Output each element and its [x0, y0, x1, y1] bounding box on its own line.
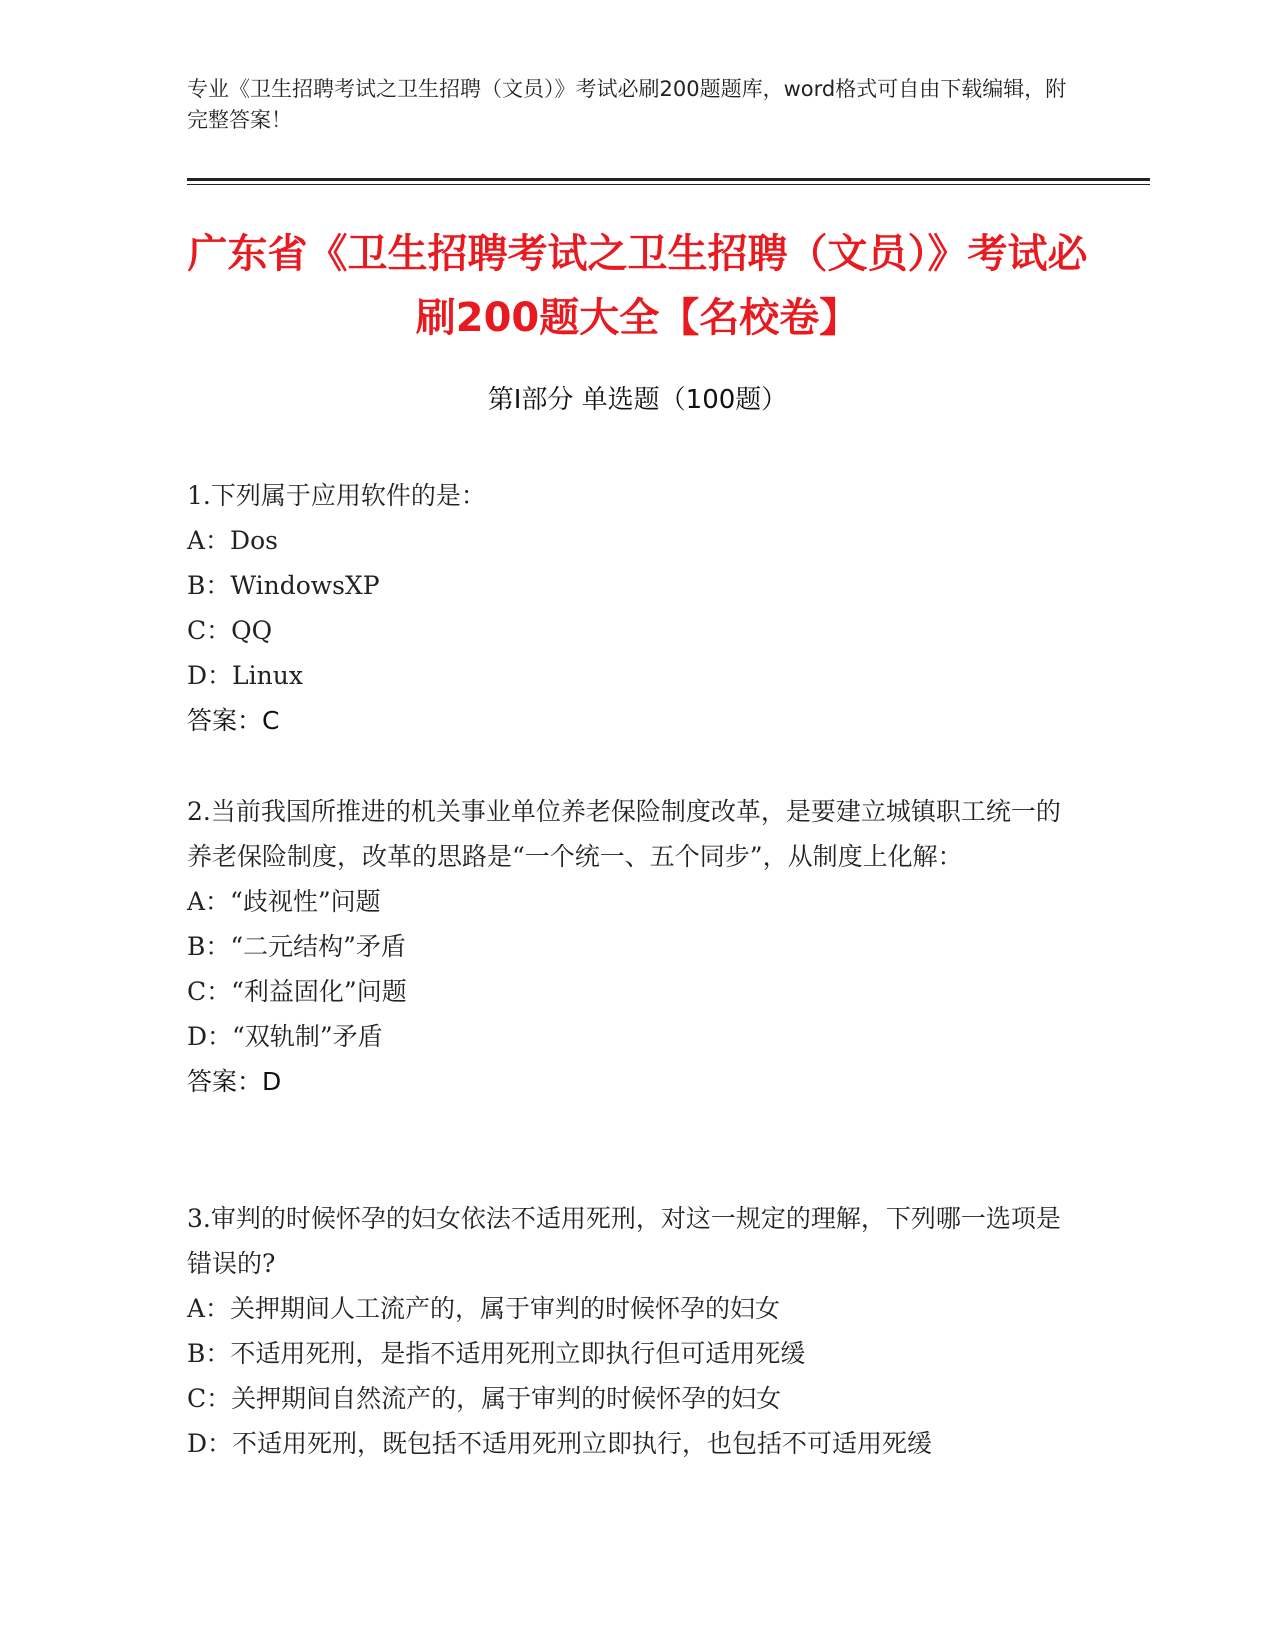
option-d: D：Linux — [187, 661, 303, 690]
option-a: A：关押期间人工流产的，属于审判的时候怀孕的妇女 — [187, 1294, 781, 1323]
answer-line: 答案：D — [187, 1067, 282, 1096]
option-b: B：WindowsXP — [187, 571, 380, 600]
header-rule-thick — [187, 178, 1150, 181]
header-rule-thin — [187, 184, 1150, 185]
option-c: C：“利益固化”问题 — [187, 977, 407, 1006]
section-heading: 第I部分 单选题（100题） — [487, 385, 788, 415]
option-b: B：不适用死刑，是指不适用死刑立即执行但可适用死缓 — [187, 1339, 806, 1368]
question-block — [187, 473, 1067, 743]
answer-line: 答案：C — [187, 706, 280, 735]
header-note: 专业《卫生招聘考试之卫生招聘（文员）》考试必刷200题题库，word格式可自由下载编辑，附完整答案！ — [187, 77, 1067, 132]
document-title: 广东省《卫生招聘考试之卫生招聘（文员）》考试必刷200题大全【名校卷】 — [187, 231, 1088, 341]
question-stem: 2.当前我国所推进的机关事业单位养老保险制度改革，是要建立城镇职工统一的养老保险制度，改革的思路是“一个统一、五个同步”，从制度上化解： — [187, 797, 1061, 871]
option-d: D：不适用死刑，既包括不适用死刑立即执行，也包括不可适用死缓 — [187, 1429, 933, 1458]
question-block — [187, 789, 1067, 1104]
option-c: C：QQ — [187, 616, 273, 645]
option-a: A：Dos — [187, 526, 278, 555]
option-c: C：关押期间自然流产的，属于审判的时候怀孕的妇女 — [187, 1384, 782, 1413]
question-stem: 1.下列属于应用软件的是： — [187, 481, 486, 510]
option-a: A：“歧视性”问题 — [187, 887, 381, 916]
question-block — [187, 1196, 1067, 1466]
question-stem: 3.审判的时候怀孕的妇女依法不适用死刑，对这一规定的理解，下列哪一选项是错误的? — [187, 1204, 1061, 1278]
option-d: D：“双轨制”矛盾 — [187, 1022, 383, 1051]
option-b: B：“二元结构”矛盾 — [187, 932, 406, 961]
